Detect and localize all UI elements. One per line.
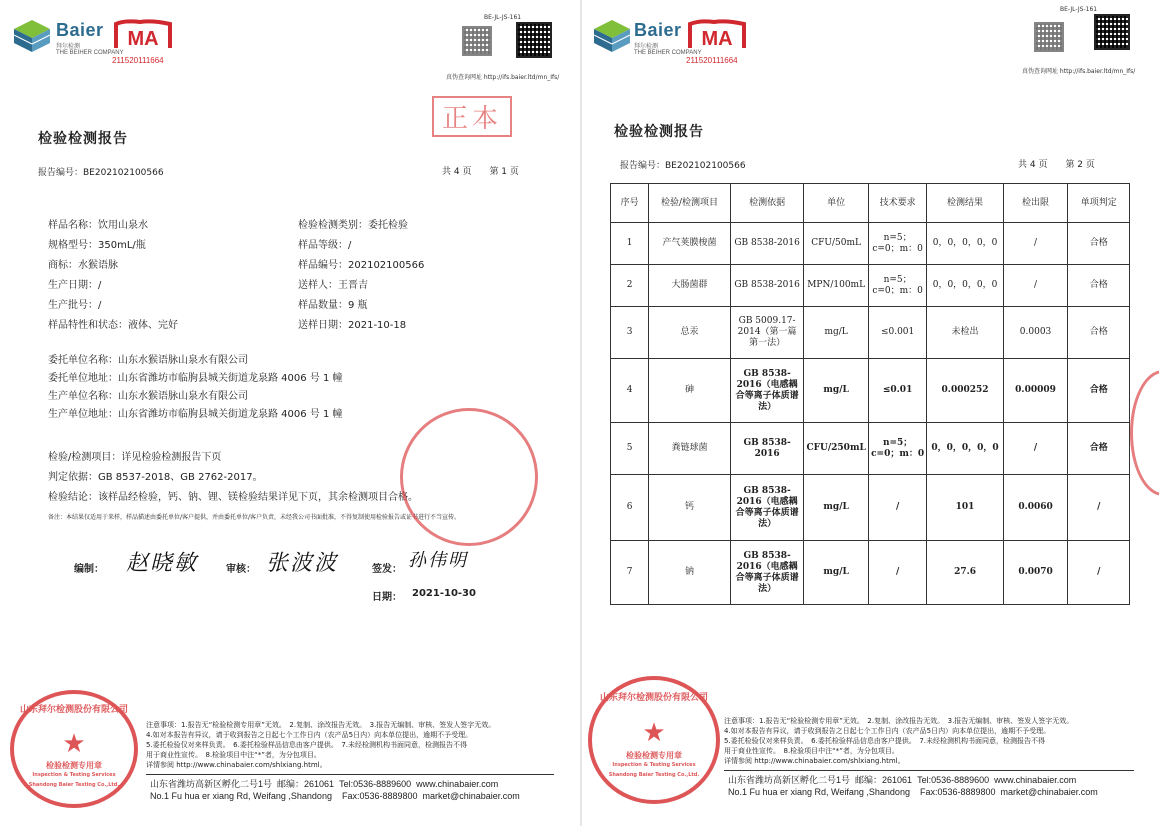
footer-notes: [146, 720, 495, 770]
field-spec: 规格型号：350mL/瓶: [48, 240, 146, 251]
brand-name: Baier: [634, 20, 682, 40]
report-number: 报告编号：BE202102100566: [38, 168, 164, 178]
fax: Fax:0536-8889800: [919, 787, 996, 797]
cell-limit: /: [1003, 265, 1068, 307]
footer-note-line: 5.委托检验仅对来样负责。 6.委托检验样品信息由客户提供。 7.未经检测机构书面同意，检测报告不得: [724, 737, 1046, 745]
cell-requirement: ≤0.001: [868, 307, 927, 359]
footer-address: [728, 774, 1098, 798]
cell-result: 27.6: [927, 541, 1003, 605]
table-row: [611, 307, 1130, 359]
cell-judgement: 合格: [1068, 423, 1130, 475]
table-row: [611, 359, 1130, 423]
seal-en2-text: Shandong Baier Testing Co.,Ltd.: [28, 782, 120, 788]
table-row: [611, 541, 1130, 605]
cell-item: 总汞: [649, 307, 731, 359]
reviewer-signature: 张波波: [266, 551, 339, 576]
address-en: No.1 Fu hua er xiang Rd, Weifang ,Shandong: [728, 787, 910, 797]
field-sample-state: 样品特性和状态：液体、完好: [48, 320, 178, 331]
table-row: [611, 265, 1130, 307]
cell-unit: CFU/250mL: [804, 423, 868, 475]
verify-url: 真伪查询网址 http://ifs.baier.ltd/mn_Ifs/: [1022, 68, 1136, 75]
field-trademark: 商标：水猴语脉: [48, 260, 118, 271]
field-test-items: 检验/检测项目：详见检验检测报告下页: [48, 452, 222, 463]
cell-basis: GB 8538-2016（电感耦合等离子体质谱法）: [730, 475, 804, 541]
qr-code-icon: [1034, 22, 1064, 52]
field-test-type: 检验检测类别：委托检验: [298, 220, 408, 231]
qr-code-icon: [516, 22, 552, 58]
address-cn: 山东省潍坊高新区孵化二号1号: [728, 775, 851, 785]
col-header: 单项判定: [1068, 184, 1130, 223]
cell-requirement: /: [868, 475, 927, 541]
field-batch: 生产批号：/: [48, 300, 102, 311]
cell-item: 钙: [649, 475, 731, 541]
seal-star-icon: ★: [642, 718, 666, 749]
ma-license: 211520111664: [686, 56, 738, 65]
seal-text: 山东拜尔检测股份有限公司: [599, 693, 708, 703]
qr-code-icon: [1094, 14, 1130, 50]
reviewer-label: 审核：: [226, 564, 256, 575]
cell-result: 0，0，0，0，0: [927, 223, 1003, 265]
cell-judgement: /: [1068, 475, 1130, 541]
cell-requirement: n=5；c=0；m：0: [868, 423, 927, 475]
results-body: [611, 223, 1130, 605]
table-row: [611, 423, 1130, 475]
page-count: 共 4 页 第 1 页: [442, 167, 519, 177]
cell-limit: 0.0070: [1003, 541, 1068, 605]
ma-license: 211520111664: [112, 56, 164, 65]
footer-note-line: 详情参阅 http://www.chinabaier.com/shlxiang.html。: [724, 757, 905, 765]
col-header: 检测依据: [730, 184, 804, 223]
inspection-seal-faint: [400, 408, 538, 546]
cell-result: 0.000252: [927, 359, 1003, 423]
postal-code: 邮编：261061: [855, 775, 913, 785]
cell-unit: mg/L: [804, 541, 868, 605]
address-en: No.1 Fu hua er xiang Rd, Weifang ,Shandong: [150, 791, 332, 801]
cma-icon: [686, 18, 748, 52]
cell-item: 砷: [649, 359, 731, 423]
cell-unit: CFU/50mL: [804, 223, 868, 265]
page-count: 共 4 页 第 2 页: [1018, 160, 1095, 170]
field-sample-no: 样品编号：202102100566: [298, 260, 425, 271]
cell-limit: /: [1003, 423, 1068, 475]
table-row: [611, 223, 1130, 265]
cell-judgement: 合格: [1068, 223, 1130, 265]
company-seal: [588, 676, 720, 804]
cell-unit: mg/L: [804, 475, 868, 541]
cell-result: 0，0，0，0，0: [927, 423, 1003, 475]
fax: Fax:0536-8889800: [341, 791, 418, 801]
issue-date: 2021-10-30: [412, 588, 476, 599]
phone: Tel:0536-8889600: [339, 779, 412, 789]
table-row: [611, 475, 1130, 541]
editor-signature: 赵晓敏: [126, 551, 199, 576]
footer-note-line: 注意事项：1.报告无“检验检测专用章”无效。 2.复制、涂改报告无效。 3.报告无编制、审核、签发人签字无效。: [724, 717, 1074, 725]
seal-center-text: 检验检测专用章: [46, 761, 102, 770]
cell-judgement: 合格: [1068, 359, 1130, 423]
footer-note-line: 详情参阅 http://www.chinabaier.com/shlxiang.html。: [146, 761, 327, 769]
cell-requirement: /: [868, 541, 927, 605]
client-info: [48, 352, 343, 424]
field-client-address: 委托单位地址：山东省潍坊市临朐县城关街道龙泉路 4006 号 1 幢: [48, 373, 343, 384]
cell-limit: 0.00009: [1003, 359, 1068, 423]
cell-no: 3: [611, 307, 649, 359]
cell-judgement: /: [1068, 541, 1130, 605]
issuer-label: 签发：: [372, 564, 402, 575]
email-link[interactable]: market@chinabaier.com: [1000, 787, 1098, 797]
cell-requirement: ≤0.01: [868, 359, 927, 423]
company-seal: [10, 690, 138, 808]
footer-notes: [724, 716, 1073, 766]
field-prod-date: 生产日期：/: [48, 280, 102, 291]
original-stamp: 正本: [432, 96, 512, 137]
footer-note-line: 用于商业性宣传。 8.检验项目中注“*”者，为分包项目。: [724, 747, 899, 755]
cell-basis: GB 8538-2016: [730, 223, 804, 265]
cell-unit: MPN/100mL: [804, 265, 868, 307]
report-page-2: [582, 0, 1159, 826]
cell-no: 4: [611, 359, 649, 423]
seal-en2-text: Shandong Baier Testing Co.,Ltd.: [608, 772, 700, 778]
phone: Tel:0536-8889600: [917, 775, 990, 785]
qr-code-icon: [462, 26, 492, 56]
field-sender: 送样人：王晋吉: [298, 280, 368, 291]
brand-tag: THE BEIHER COMPANY: [56, 50, 124, 56]
cell-item: 产气荚膜梭菌: [649, 223, 731, 265]
website-link[interactable]: www.chinabaier.com: [994, 775, 1077, 785]
col-header: 单位: [804, 184, 868, 223]
verify-url: 真伪查询网址 http://ifs.baier.ltd/mn_Ifs/: [446, 74, 560, 81]
footer-note-line: 注意事项：1.报告无“检验检测专用章”无效。 2.复制、涂改报告无效。 3.报告无编制、审核、签发人签字无效。: [146, 721, 496, 729]
date-label: 日期：: [372, 592, 402, 603]
ma-text: MA: [701, 28, 733, 50]
field-grade: 样品等级：/: [298, 240, 352, 251]
report-title: 检验检测报告: [38, 131, 128, 147]
cell-result: 0，0，0，0，0: [927, 265, 1003, 307]
cell-result: 101: [927, 475, 1003, 541]
sample-info-right: [298, 216, 424, 336]
cma-icon: [112, 18, 174, 52]
cell-requirement: n=5；c=0；m：0: [868, 265, 927, 307]
cell-basis: GB 8538-2016: [730, 423, 804, 475]
field-judgement-basis: 判定依据：GB 8537-2018、GB 2762-2017。: [48, 472, 263, 483]
doc-code: BE-JL-JS-161: [1060, 6, 1098, 13]
cell-basis: GB 8538-2016（电感耦合等离子体质谱法）: [730, 541, 804, 605]
cell-requirement: n=5；c=0；m：0: [868, 223, 927, 265]
col-header: 检测结果: [927, 184, 1003, 223]
footer-address: [150, 778, 520, 802]
cell-no: 1: [611, 223, 649, 265]
cell-limit: /: [1003, 223, 1068, 265]
report-title: 检验检测报告: [614, 124, 704, 140]
inspection-seal-faint: [1130, 370, 1159, 496]
cell-no: 6: [611, 475, 649, 541]
doc-code: BE-JL-JS-161: [484, 14, 522, 21]
col-header: 技术要求: [868, 184, 927, 223]
cell-limit: 0.0003: [1003, 307, 1068, 359]
brand-sub: 拜尔检测: [634, 44, 659, 50]
remark: 备注：本结果仅适用于来样，样品描述由委托单位/客户提供，并由委托单位/客户负责，未经我公司书面批准，不得复制使用检验报告或证书进行不当宣传。: [48, 514, 461, 521]
baier-logo-icon: [12, 18, 52, 54]
footer-note-line: 4.如对本报告有异议，请于收到报告之日起七个工作日内（农产品5日内）向本单位提出，逾期不予受理。: [724, 727, 1051, 735]
footer-note-line: 5.委托检验仅对来样负责。 6.委托检验样品信息由客户提供。 7.未经检测机构书面同意，检测报告不得: [146, 741, 468, 749]
cell-basis: GB 8538-2016（电感耦合等离子体质谱法）: [730, 359, 804, 423]
ma-mark: [686, 18, 748, 65]
test-info: [48, 448, 418, 508]
baier-logo-icon: [592, 18, 632, 54]
cell-no: 5: [611, 423, 649, 475]
footer-divider: [146, 774, 554, 775]
field-client-name: 委托单位名称：山东水猴语脉山泉水有限公司: [48, 355, 248, 366]
field-producer-address: 生产单位地址：山东省潍坊市临朐县城关街道龙泉路 4006 号 1 幢: [48, 409, 343, 420]
website-link[interactable]: www.chinabaier.com: [416, 779, 499, 789]
cell-item: 大肠菌群: [649, 265, 731, 307]
col-header: 序号: [611, 184, 649, 223]
cell-basis: GB 8538-2016: [730, 265, 804, 307]
postal-code: 邮编：261061: [277, 779, 335, 789]
field-conclusion: 检验结论：该样品经检验，钙、钠、锂、镁检验结果详见下页，其余检测项目合格。: [48, 492, 418, 503]
field-sample-name: 样品名称：饮用山泉水: [48, 220, 148, 231]
seal-en-text: Inspection & Testing Services: [612, 762, 696, 768]
report-number: 报告编号：BE202102100566: [620, 161, 746, 171]
field-quantity: 样品数量：9 瓶: [298, 300, 368, 311]
footer-note-line: 用于商业性宣传。 8.检验项目中注“*”者，为分包项目。: [146, 751, 321, 759]
field-producer-name: 生产单位名称：山东水猴语脉山泉水有限公司: [48, 391, 248, 402]
issuer-signature: 孙伟明: [408, 550, 468, 571]
brand-name: Baier: [56, 20, 104, 40]
cell-unit: mg/L: [804, 359, 868, 423]
footer-divider: [724, 770, 1134, 771]
field-send-date: 送样日期：2021-10-18: [298, 320, 407, 331]
cell-no: 7: [611, 541, 649, 605]
sample-info-left: [48, 216, 178, 336]
ma-text: MA: [127, 28, 159, 50]
cell-judgement: 合格: [1068, 265, 1130, 307]
cell-basis: GB 5009.17-2014（第一篇 第一法）: [730, 307, 804, 359]
seal-star-icon: ★: [62, 729, 86, 760]
results-table: [610, 183, 1130, 605]
email-link[interactable]: market@chinabaier.com: [422, 791, 520, 801]
cell-judgement: 合格: [1068, 307, 1130, 359]
col-header: 检出限: [1003, 184, 1068, 223]
seal-en-text: Inspection & Testing Services: [32, 772, 116, 778]
cell-item: 钠: [649, 541, 731, 605]
brand-sub: 拜尔检测: [56, 44, 81, 50]
cell-result: 未检出: [927, 307, 1003, 359]
address-cn: 山东省潍坊高新区孵化二号1号: [150, 779, 273, 789]
cell-unit: mg/L: [804, 307, 868, 359]
editor-label: 编制：: [74, 564, 104, 575]
cell-item: 粪链球菌: [649, 423, 731, 475]
col-header: 检验/检测项目: [649, 184, 731, 223]
seal-text: 山东拜尔检测股份有限公司: [19, 705, 128, 715]
brand-tag: THE BEIHER COMPANY: [634, 50, 702, 56]
footer-note-line: 4.如对本报告有异议，请于收到报告之日起七个工作日内（农产品5日内）向本单位提出，逾期不予受理。: [146, 731, 473, 739]
seal-center-text: 检验检测专用章: [626, 751, 682, 760]
table-header-row: [611, 184, 1130, 223]
ma-mark: [112, 18, 174, 65]
cell-no: 2: [611, 265, 649, 307]
cell-limit: 0.0060: [1003, 475, 1068, 541]
